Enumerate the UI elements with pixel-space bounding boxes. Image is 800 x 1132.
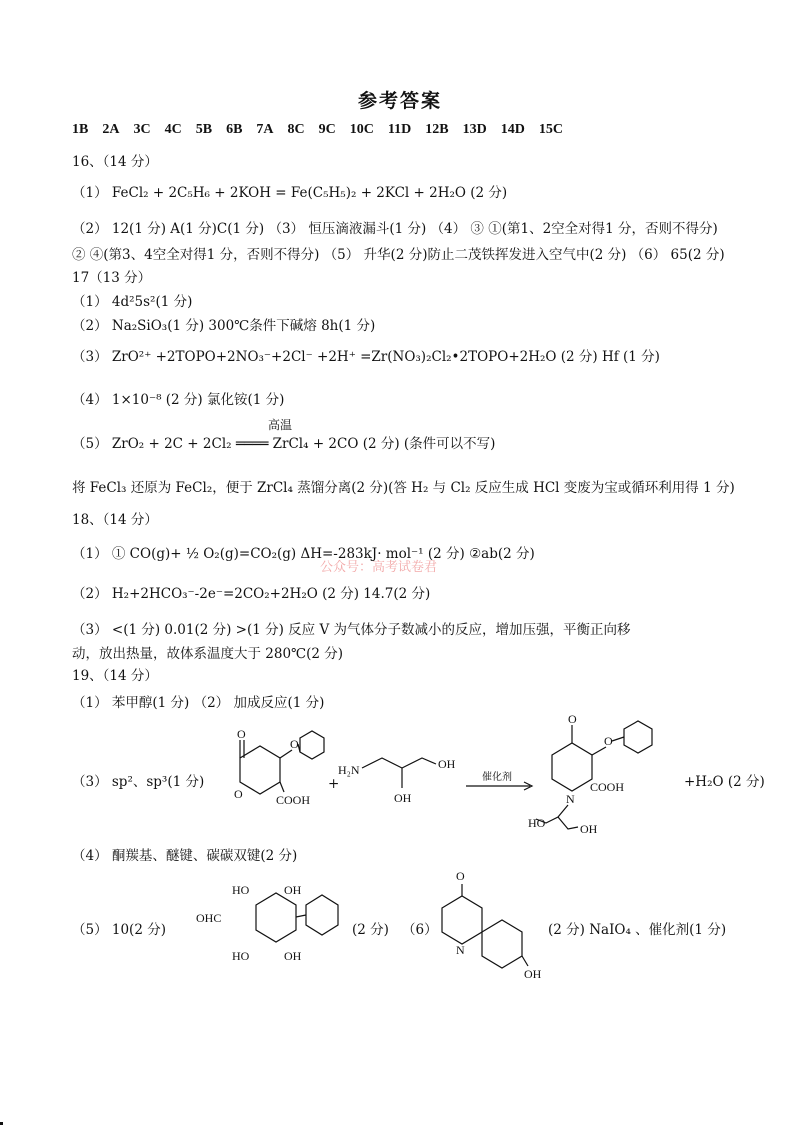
group-label: OH [284,883,302,897]
q18-line-4: 动，放出热量，故体系温度大于 280℃(2 分) [72,646,344,662]
q16-line-1: （1） FeCl₂ + 2C₅H₆ + 2KOH = Fe(C₅H₅)₂ + 2KCl + 2H₂O (2 分) [72,185,508,201]
q16-line-3: ② ④(第3、4空全对得1 分，否则不得分) （5） 升华(2 分)防止二茂铁挥发进入空气中(2 分) （6） 65(2 分) [72,247,725,263]
reaction-arrow [466,780,536,792]
group-label: OH [394,791,412,805]
atom-label: O [604,734,613,748]
arrow-label: 催化剂 [482,772,512,783]
answer-item: 12B [425,122,449,137]
group-label: HO [232,949,250,963]
answer-item: 10C [349,122,374,137]
q18-line-2: （2） H₂+2HCO₃⁻-2e⁻=2CO₂+2H₂O (2 分) 14.7(2 分) [72,586,431,602]
group-label: HO [528,816,546,830]
answer-item: 14D [500,122,525,137]
group-label: H₂N [338,763,360,777]
q19-part3-label: （3） sp²、sp³(1 分) [72,774,205,790]
atom-label: N [456,943,465,957]
page-mark [0,1122,3,1125]
q19-heading: 19、（14 分） [72,668,158,684]
reactant-pyranone-structure [210,728,330,818]
q19-line-4: （4） 酮羰基、醚键、碳碳双键(2 分) [72,848,298,864]
product-pyridinone-structure [528,712,668,836]
q19-part6-label: （6） [402,922,438,938]
atom-label: O [290,737,299,751]
atom-label: N [566,792,575,806]
q17-line-4: （4） 1×10⁻⁸ (2 分) 氯化铵(1 分) [72,392,285,408]
q17-line-1: （1） 4d²5s²(1 分) [72,294,193,310]
group-label: HO [232,883,250,897]
part5-score: (2 分) [352,922,389,938]
answer-item: 13D [462,122,487,137]
q17-condition: 高温 [268,418,293,432]
plus-sign: + [328,776,340,792]
q18-line-3: （3） <(1 分) 0.01(2 分) >(1 分) 反应 V 为气体分子数减小的反应，增加压强，平衡正向移 [72,622,631,638]
group-label: COOH [590,780,625,794]
q16-heading: 16、（14 分） [72,154,158,170]
q17-heading: 17（13 分） [72,270,152,286]
part6-tail: (2 分) NaIO₄ 、催化剂(1 分) [548,922,727,938]
answer-item: 7A [256,122,274,137]
group-label: OH [580,822,598,836]
q16-line-2: （2） 12(1 分) A(1 分)C(1 分) （3） 恒压滴液漏斗(1 分) （4） ③ ①(第1、2空全对得1 分，否则不得分) [72,221,718,237]
q18-line-1: （1） ① CO(g)+ ½ O₂(g)=CO₂(g) ΔH=-283kJ· mol⁻¹ (2 分) ②ab(2 分) [72,546,535,562]
q17-line-6: 将 FeCl₃ 还原为 FeCl₂，便于 ZrCl₄ 蒸馏分离(2 分)(答 H₂ 与 Cl₂ 反应生成 HCl 变废为宝或循环利用得 1 分) [72,480,735,496]
atom-label: O [237,727,246,741]
q19-line-1: （1） 苯甲醇(1 分) （2） 加成反应(1 分) [72,695,325,711]
page-title: 参考答案 [357,90,442,112]
atom-label: O [456,869,465,883]
q17-line-5: （5） ZrO₂ + 2C + 2Cl₂ ════ ZrCl₄ + 2CO (2 分) (条件可以不写) [72,436,496,452]
part5-biphenyl-structure [196,880,346,975]
product-tail: +H₂O (2 分) [684,774,765,790]
q17-line-2: （2） Na₂SiO₃(1 分) 300℃条件下碱熔 8h(1 分) [72,318,376,334]
answer-item: 9C [318,122,336,137]
atom-label: O [568,712,577,726]
answer-item: 6B [226,122,243,137]
answer-item: 4C [164,122,182,137]
group-label: OH [524,967,542,981]
answer-item: 5B [195,122,213,137]
answer-item: 3C [133,122,151,137]
answer-item: 2A [102,122,120,137]
watermark: 公众号：高考试卷君 [320,560,438,575]
atom-label: O [234,787,243,801]
q19-part5-label: （5） 10(2 分) [72,922,166,938]
group-label: OH [284,949,302,963]
answer-item: 8C [287,122,305,137]
answer-item: 15C [538,122,563,137]
group-label: COOH [276,793,311,807]
group-label: OHC [196,911,222,925]
choice-answers [72,122,577,138]
q18-heading: 18、（14 分） [72,512,158,528]
answer-item: 11D [387,122,412,137]
q17-line-3: （3） ZrO²⁺ +2TOPO+2NO₃⁻+2Cl⁻ +2H⁺ =Zr(NO₃)₂Cl₂•2TOPO+2H₂O (2 分) Hf (1 分) [72,349,660,365]
part6-quinolizinone-structure [432,860,542,990]
reactant-aminopropanediol-structure [338,750,468,820]
group-label: OH [438,757,456,771]
answer-item: 1B [72,122,89,137]
